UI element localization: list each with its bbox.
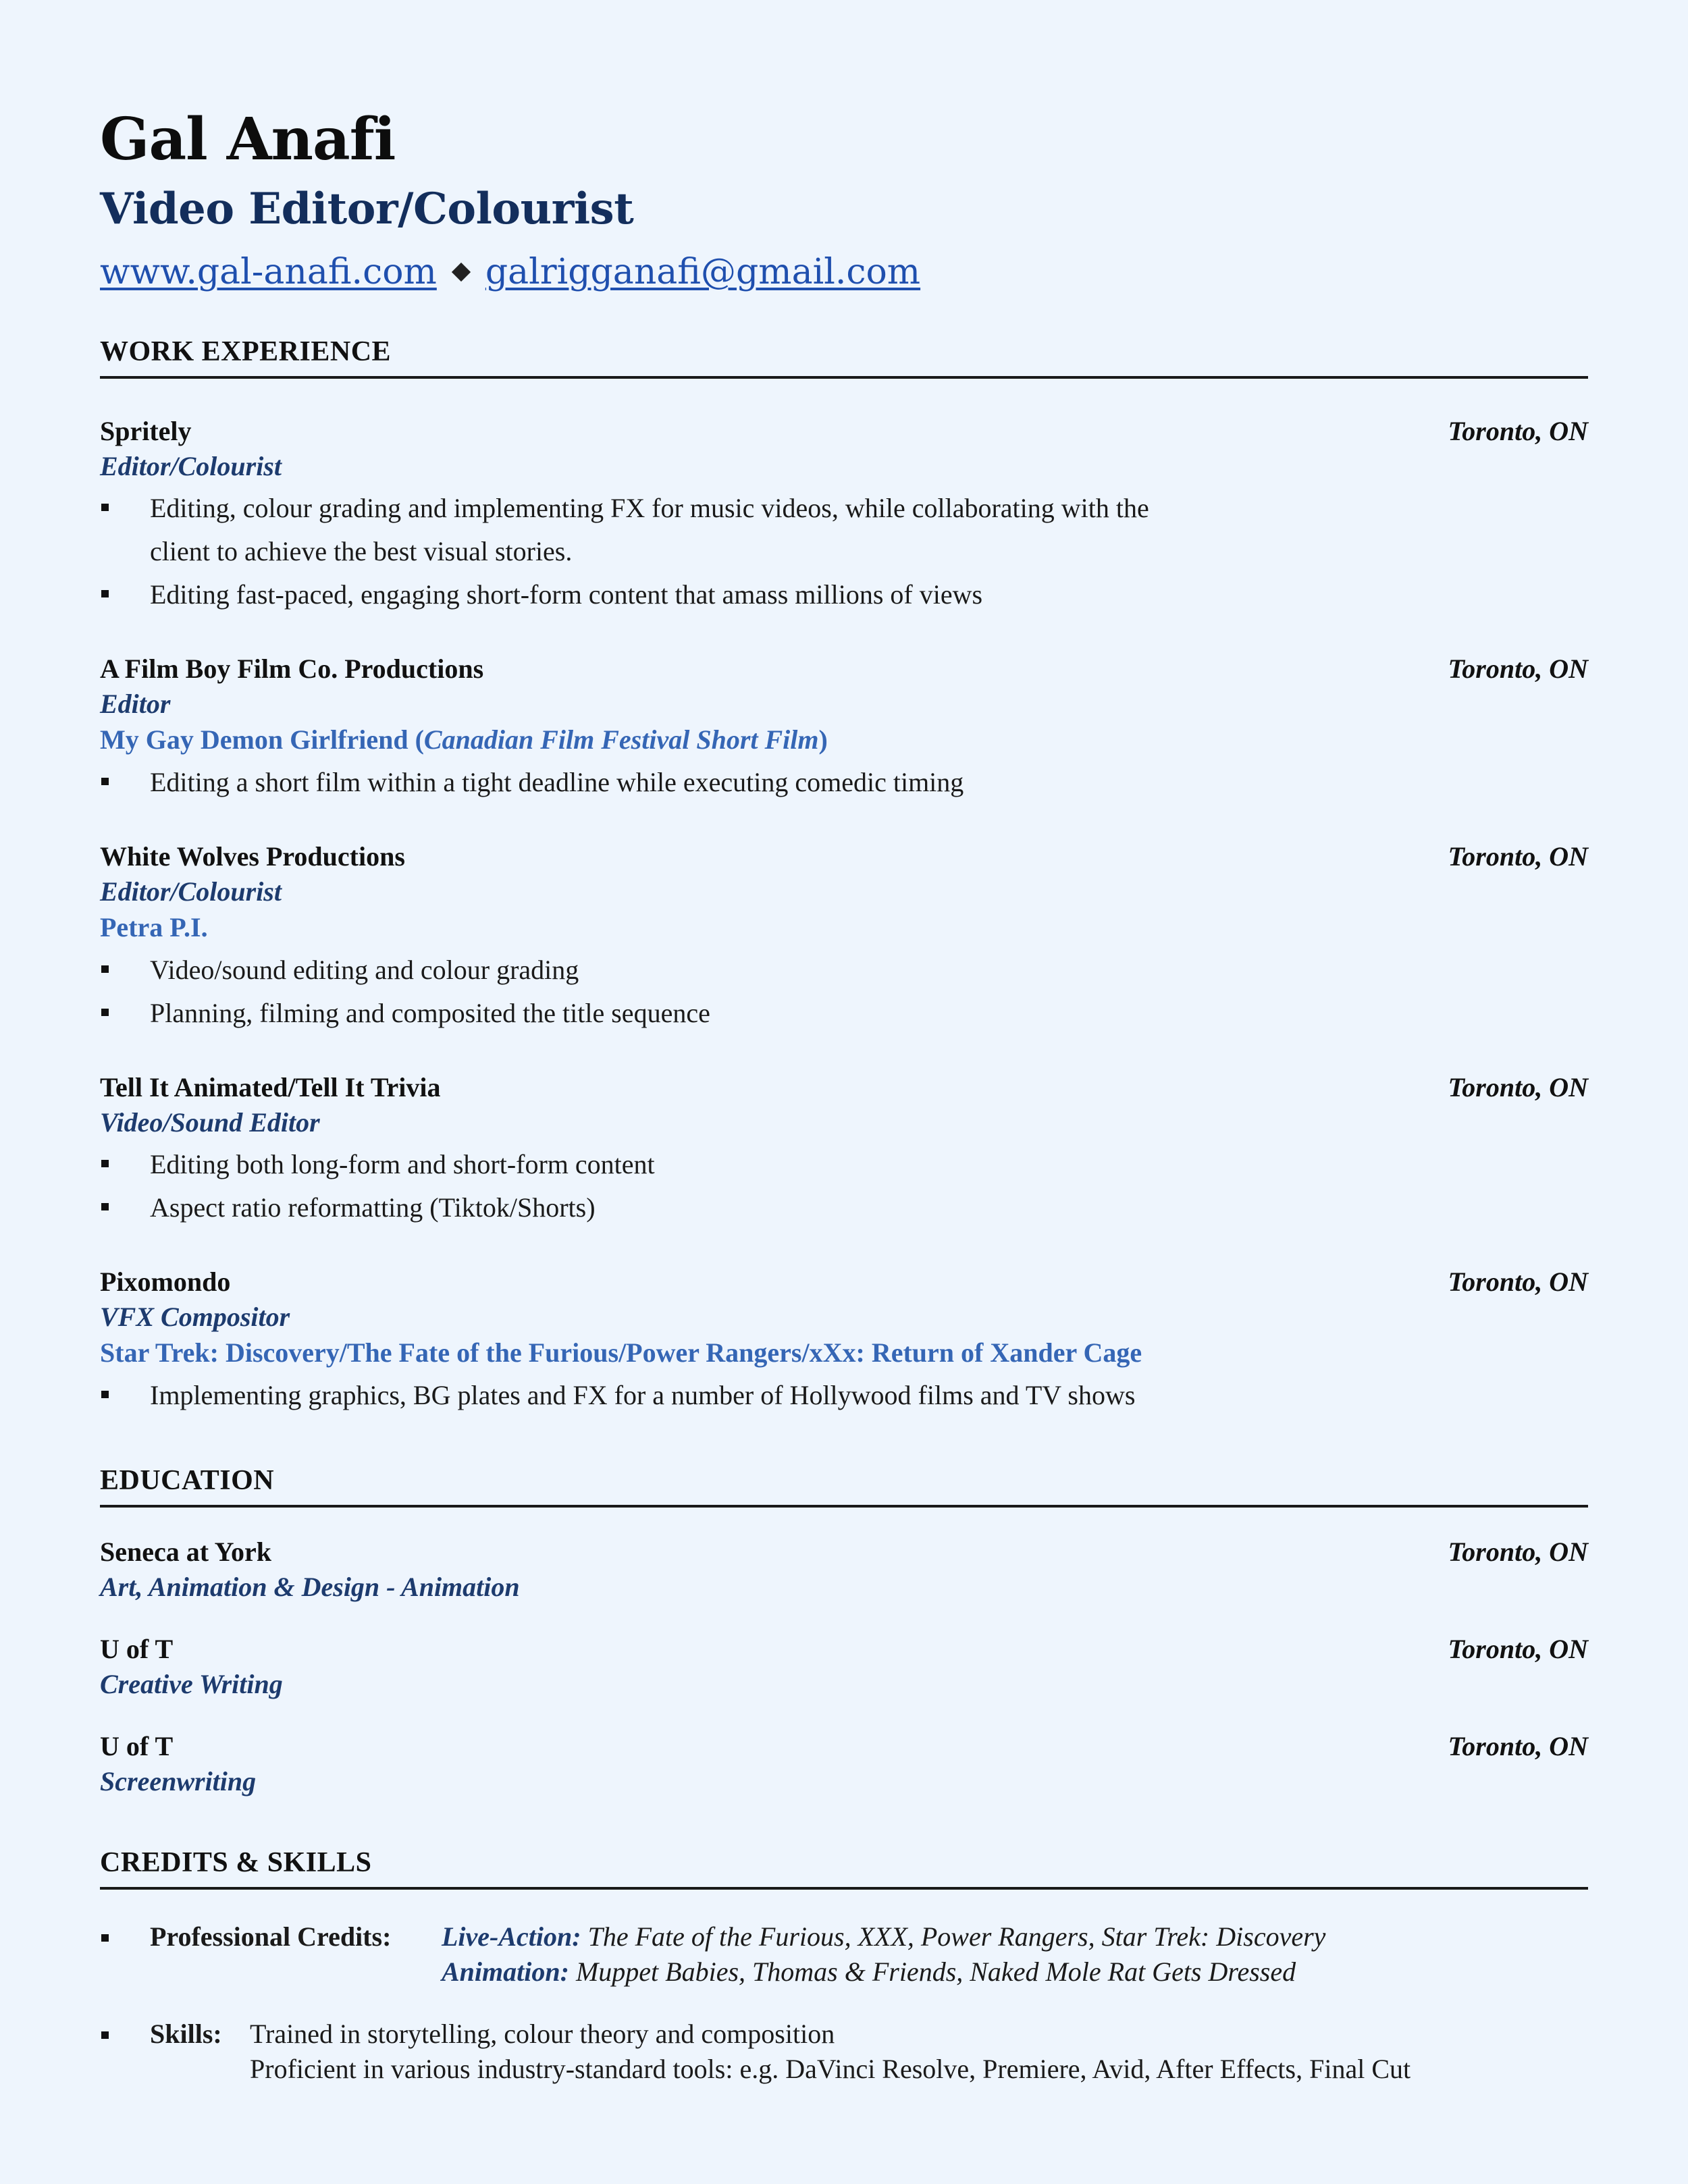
role-title: Editor — [100, 688, 171, 719]
school-name: U of T — [100, 1633, 174, 1664]
email-link[interactable]: galrigganafi@gmail.com — [485, 252, 921, 293]
work-entry-pixomondo — [100, 1264, 1588, 1417]
skills-line-2: Proficient in various industry-standard tools: e.g. DaVinci Resolve, Premiere, Avid, After Effects, Final Cut — [250, 2053, 1411, 2084]
candidate-name: Gal Anafi — [100, 105, 396, 174]
live-action-label: Live-Action: — [442, 1921, 581, 1952]
org-name: Tell It Animated/Tell It Trivia — [100, 1071, 441, 1102]
work-entry-white-wolves — [100, 839, 1588, 1035]
credits-skills-heading: CREDITS & SKILLS — [100, 1846, 1588, 1890]
school-name: U of T — [100, 1730, 174, 1761]
location: Toronto, ON — [1448, 653, 1588, 684]
skills-row — [100, 2017, 1588, 2087]
project-close-paren: ) — [818, 724, 828, 755]
work-entry-tell-it — [100, 1070, 1588, 1229]
education-entry-uoft-screenwriting — [100, 1729, 1588, 1799]
org-name: White Wolves Productions — [100, 841, 405, 872]
education-heading: EDUCATION — [100, 1464, 1588, 1508]
list-item: Editing, colour grading and implementing FX for music videos, while collaborating with the client to achieve the best visual stories. — [100, 487, 1203, 573]
project-name: My Gay Demon Girlfriend ( — [100, 724, 424, 755]
professional-credits-row — [100, 1919, 1588, 1990]
credits-skills-block — [100, 1919, 1588, 2087]
credits-label: Professional Credits: — [150, 1921, 392, 1952]
location: Toronto, ON — [1448, 1266, 1588, 1297]
location: Toronto, ON — [1448, 1071, 1588, 1102]
job-title: Video Editor/Colourist — [100, 183, 634, 234]
work-experience-heading: WORK EXPERIENCE — [100, 336, 1588, 379]
project-title: Petra P.I. — [100, 911, 208, 942]
list-item: Editing a short film within a tight deadline while executing comedic timing — [100, 761, 1588, 804]
project-festival: Canadian Film Festival Short Film — [423, 724, 819, 755]
animation-label: Animation: — [442, 1956, 569, 1987]
diamond-separator-icon — [452, 263, 471, 282]
list-item: Editing both long-form and short-form content — [100, 1143, 1588, 1186]
contact-line — [100, 251, 1588, 293]
program-name: Creative Writing — [100, 1668, 283, 1699]
animation-credits: Muppet Babies, Thomas & Friends, Naked Mole Rat Gets Dressed — [575, 1956, 1296, 1987]
list-item: Video/sound editing and colour grading — [100, 949, 1588, 992]
project-title: Star Trek: Discovery/The Fate of the Furious/Power Rangers/xXx: Return of Xander Cage — [100, 1337, 1142, 1368]
org-name: A Film Boy Film Co. Productions — [100, 653, 484, 684]
work-entry-spritely — [100, 414, 1588, 616]
program-name: Screenwriting — [100, 1765, 257, 1796]
location: Toronto, ON — [1448, 1633, 1588, 1664]
bullet-list — [100, 487, 1588, 616]
program-name: Art, Animation & Design - Animation — [100, 1571, 520, 1602]
skills-label: Skills: — [150, 2018, 222, 2049]
location: Toronto, ON — [1448, 1730, 1588, 1761]
education-entry-seneca — [100, 1535, 1588, 1605]
bullet-list — [100, 1374, 1588, 1417]
list-item: Implementing graphics, BG plates and FX for a number of Hollywood films and TV shows — [100, 1374, 1588, 1417]
bullet-list — [100, 761, 1588, 804]
education-entry-uoft-writing — [100, 1632, 1588, 1702]
org-name: Spritely — [100, 415, 192, 446]
location: Toronto, ON — [1448, 1536, 1588, 1567]
location: Toronto, ON — [1448, 415, 1588, 446]
role-title: Editor/Colourist — [100, 450, 282, 481]
list-item: Editing fast-paced, engaging short-form content that amass millions of views — [100, 573, 1588, 616]
work-entry-film-boy — [100, 651, 1588, 804]
role-title: VFX Compositor — [100, 1301, 290, 1332]
website-link[interactable]: www.gal-anafi.com — [100, 252, 437, 293]
skills-line-1: Trained in storytelling, colour theory and composition — [250, 2018, 835, 2049]
project-title — [100, 722, 1588, 758]
list-item: Aspect ratio reformatting (Tiktok/Shorts) — [100, 1186, 1588, 1229]
live-action-credits: The Fate of the Furious, XXX, Power Rangers, Star Trek: Discovery — [587, 1921, 1326, 1952]
bullet-list — [100, 949, 1588, 1035]
location: Toronto, ON — [1448, 841, 1588, 872]
list-item: Planning, filming and composited the title sequence — [100, 992, 1588, 1035]
role-title: Editor/Colourist — [100, 876, 282, 907]
bullet-list — [100, 1143, 1588, 1229]
school-name: Seneca at York — [100, 1536, 272, 1567]
org-name: Pixomondo — [100, 1266, 231, 1297]
role-title: Video/Sound Editor — [100, 1107, 320, 1138]
